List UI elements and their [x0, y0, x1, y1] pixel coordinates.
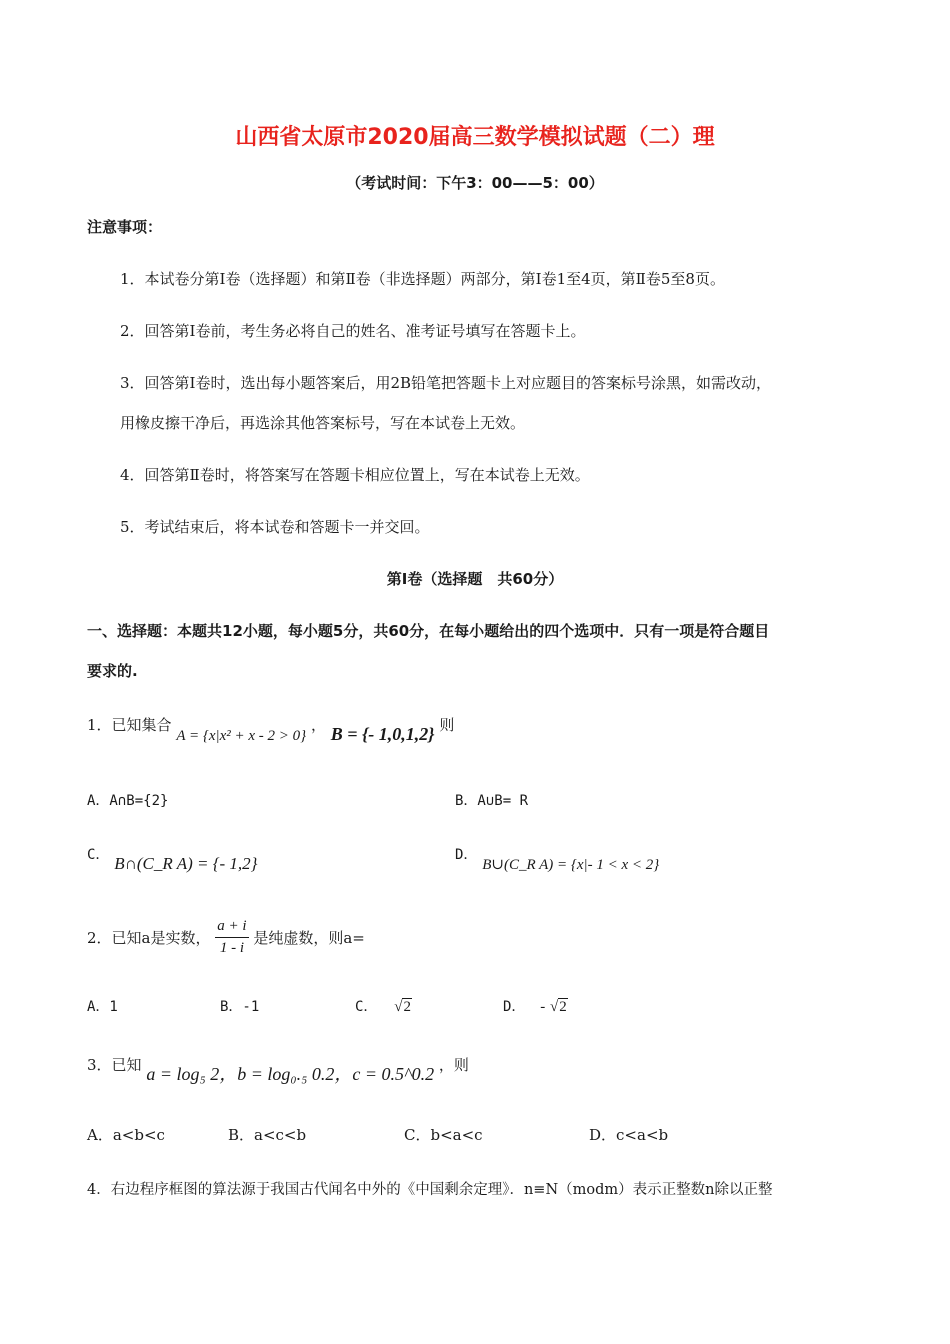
q1-set-b: B = {- 1,0,1,2}	[330, 724, 435, 744]
q2-option-d-sign: -	[540, 999, 546, 1015]
notice-item-2: 2．回答第Ⅰ卷前，考生务必将自己的姓名、准考证号填写在答题卡上。	[120, 322, 586, 340]
q1-set-a: A = {x|x² + x - 2 > 0}	[176, 728, 307, 744]
section-title: 第Ⅰ卷（选择题 共60分）	[386, 570, 564, 588]
q2-tail: 是纯虚数，则a=	[253, 929, 365, 947]
q2-option-c-sqrt: √2	[394, 999, 411, 1015]
q2-fraction-numerator: a + i	[215, 918, 248, 938]
question-1	[87, 714, 455, 744]
q2-option-d-radicand: 2	[559, 999, 567, 1015]
q3-stem: 3．已知	[87, 1056, 142, 1074]
q1-option-b: B．A∪B= R	[455, 793, 529, 809]
q1-option-d	[455, 844, 660, 873]
q3-expression: a = log₅ 2，b = log₀.₅ 0.2，c = 0.5^0.2	[146, 1064, 435, 1084]
page-title: 山西省太原市2020届高三数学模拟试题（二）理	[235, 125, 715, 150]
exam-time: （考试时间：下午3：00——5：00）	[346, 174, 604, 192]
q2-fraction-denominator: 1 - i	[219, 940, 245, 956]
q1-option-c-label: C．	[87, 847, 110, 863]
q3-option-a: A．a<b<c	[87, 1126, 165, 1144]
q1-option-d-math: B∪(C_R A) = {x|- 1 < x < 2}	[482, 857, 660, 873]
q3-option-d: D．c<a<b	[589, 1126, 669, 1144]
q2-option-b: B．-1	[220, 999, 260, 1015]
q2-option-d-sqrt: √2	[550, 999, 567, 1015]
q2-fraction	[215, 918, 248, 957]
q2-option-c	[355, 996, 412, 1016]
q1-option-d-label: D．	[455, 847, 478, 863]
q3-option-b: B．a<c<b	[228, 1126, 307, 1144]
q3-option-c: C．b<a<c	[404, 1126, 483, 1144]
question-3	[87, 1050, 469, 1084]
part1-instructions-cont: 要求的.	[87, 662, 138, 680]
q2-option-d	[503, 996, 568, 1016]
q1-sep: ，	[310, 716, 326, 734]
q1-tail: 则	[439, 716, 455, 734]
notice-heading: 注意事项：	[87, 218, 163, 236]
q2-option-a: A．1	[87, 999, 118, 1015]
q2-option-c-radicand: 2	[403, 999, 411, 1015]
q1-option-c	[87, 844, 258, 873]
notice-item-3-cont: 用橡皮擦干净后，再选涂其他答案标号，写在本试卷上无效。	[120, 414, 526, 432]
q3-tail: ，则	[438, 1056, 469, 1074]
q2-stem: 2．已知a是实数，	[87, 929, 211, 947]
q1-stem: 1．已知集合	[87, 716, 172, 734]
q1-option-a: A．A∩B={2}	[87, 793, 169, 809]
q2-option-d-label: D．	[503, 999, 526, 1015]
notice-item-3: 3．回答第Ⅰ卷时，选出每小题答案后，用2B铅笔把答题卡上对应题目的答案标号涂黑，如需改动，	[120, 374, 772, 392]
part1-instructions: 一、选择题：本题共12小题，每小题5分，共60分，在每小题给出的四个选项中．只有一项是符合题目	[87, 622, 770, 640]
notice-item-4: 4．回答第Ⅱ卷时，将答案写在答题卡相应位置上，写在本试卷上无效。	[120, 466, 590, 484]
notice-item-5: 5．考试结束后，将本试卷和答题卡一并交回。	[120, 518, 430, 536]
q2-option-c-label: C．	[355, 999, 378, 1015]
notice-item-1: 1．本试卷分第Ⅰ卷（选择题）和第Ⅱ卷（非选择题）两部分，第Ⅰ卷1至4页，第Ⅱ卷5至8页。	[120, 270, 725, 288]
q1-option-c-math: B∩(C_R A) = {- 1,2}	[114, 854, 258, 873]
question-4: 4．右边程序框图的算法源于我国古代闻名中外的《中国剩余定理》．n≡N（modm）表示正整数n除以正整	[87, 1182, 773, 1198]
question-2	[87, 918, 365, 957]
